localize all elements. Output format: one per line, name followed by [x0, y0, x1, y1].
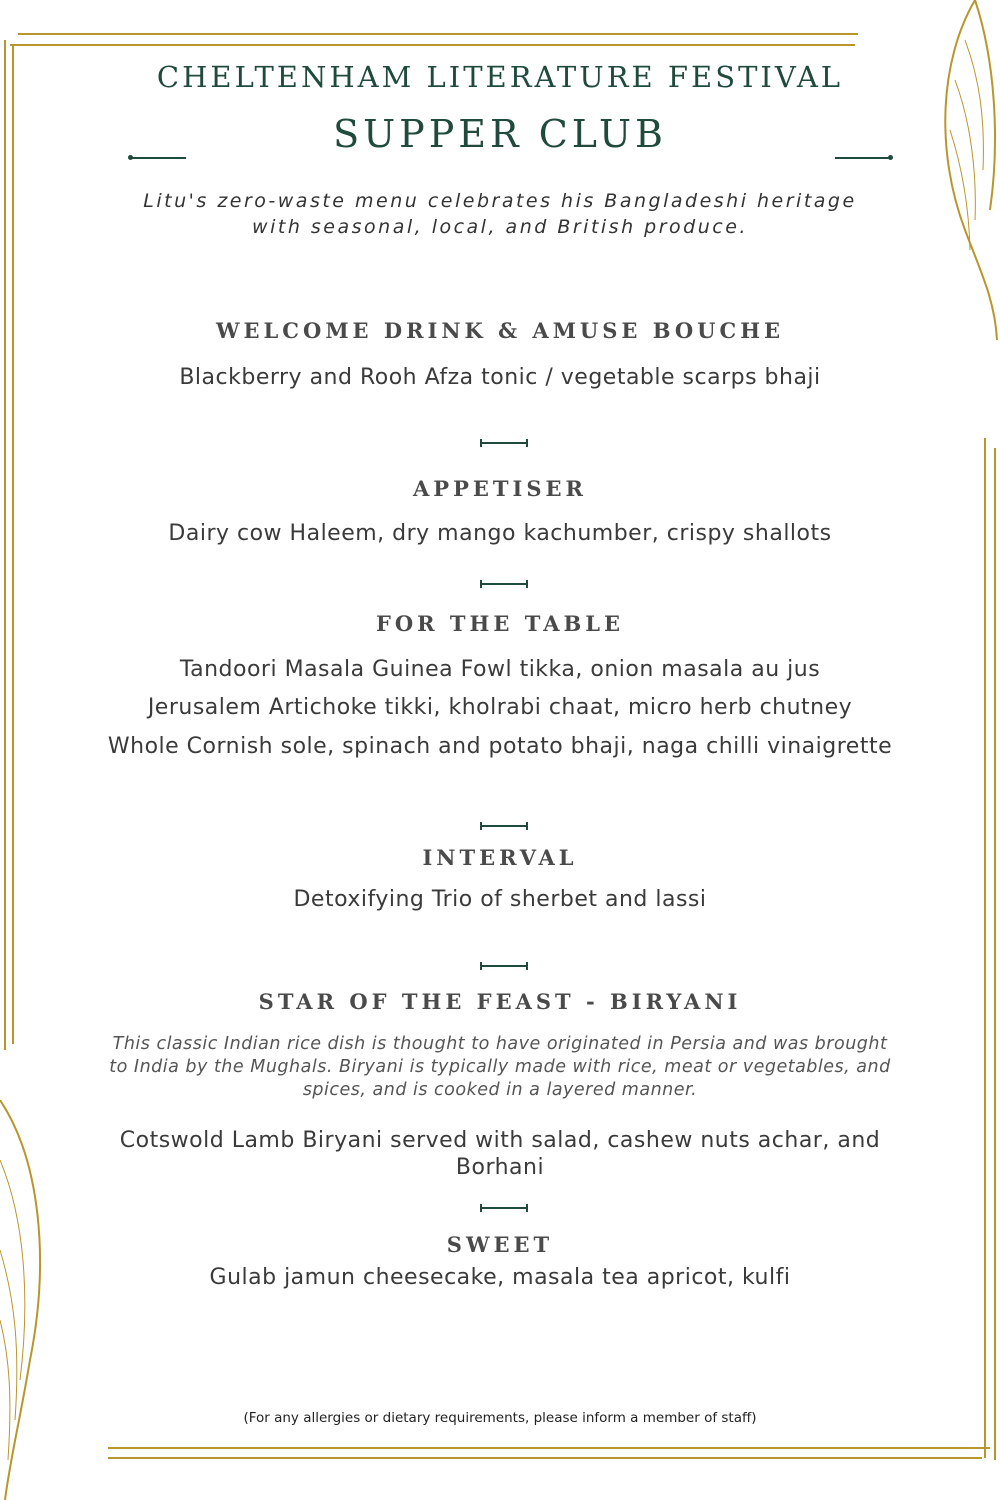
- frame-right-line: [984, 438, 986, 1458]
- section-heading-star-of-the-feast: STAR OF THE FEAST - BIRYANI: [258, 989, 742, 1014]
- section-divider: [480, 442, 528, 444]
- menu-item-sweet: Gulab jamun cheesecake, masala tea apricot, kulfi: [209, 1265, 791, 1290]
- section-heading-sweet: SWEET: [446, 1232, 554, 1257]
- biryani-description-line-2: to India by the Mughals. Biryani is typically made with rice, meat or vegetables, and: [109, 1057, 891, 1077]
- frame-top-line: [18, 33, 858, 35]
- title-rule-right: [835, 157, 891, 159]
- supper-club-title: SUPPER CLUB: [333, 112, 667, 156]
- section-divider: [480, 1207, 528, 1209]
- menu-item-table-3: Whole Cornish sole, spinach and potato bhaji, naga chilli vinaigrette: [107, 734, 893, 759]
- biryani-description-line-1: This classic Indian rice dish is thought to have originated in Persia and was brought: [112, 1034, 888, 1054]
- section-divider: [480, 583, 528, 585]
- section-divider: [480, 965, 528, 967]
- frame-top-line-inner: [10, 44, 855, 46]
- tagline-line-2: with seasonal, local, and British produce.: [252, 216, 748, 238]
- frame-right-line-inner: [994, 448, 996, 1460]
- leaf-decoration-top-right: [935, 0, 1000, 340]
- menu-item-table-2: Jerusalem Artichoke tikki, kholrabi chaat, micro herb chutney: [147, 695, 853, 720]
- biryani-description-line-3: spices, and is cooked in a layered manner.: [302, 1080, 698, 1100]
- menu-item-biryani-line-2: Borhani: [455, 1155, 545, 1180]
- festival-title: CHELTENHAM LITERATURE FESTIVAL: [156, 60, 844, 94]
- frame-bottom-line: [108, 1447, 990, 1449]
- frame-bottom-line-inner: [108, 1457, 982, 1459]
- title-rule-left: [130, 157, 186, 159]
- menu-item-appetiser: Dairy cow Haleem, dry mango kachumber, crispy shallots: [168, 521, 832, 546]
- section-heading-for-the-table: FOR THE TABLE: [375, 611, 625, 636]
- menu-item-welcome: Blackberry and Rooh Afza tonic / vegetable scarps bhaji: [179, 365, 821, 390]
- section-heading-interval: INTERVAL: [422, 845, 578, 870]
- section-heading-appetiser: APPETISER: [413, 476, 587, 501]
- menu-item-interval: Detoxifying Trio of sherbet and lassi: [293, 887, 707, 912]
- section-heading-welcome: WELCOME DRINK & AMUSE BOUCHE: [215, 318, 785, 343]
- menu-item-table-1: Tandoori Masala Guinea Fowl tikka, onion masala au jus: [179, 657, 821, 682]
- section-divider: [480, 825, 528, 827]
- tagline-line-1: Litu's zero-waste menu celebrates his Bangladeshi heritage: [143, 190, 857, 212]
- menu-item-biryani-line-1: Cotswold Lamb Biryani served with salad, cashew nuts achar, and: [119, 1128, 881, 1153]
- allergy-note: (For any allergies or dietary requirements, please inform a member of staff): [243, 1410, 757, 1426]
